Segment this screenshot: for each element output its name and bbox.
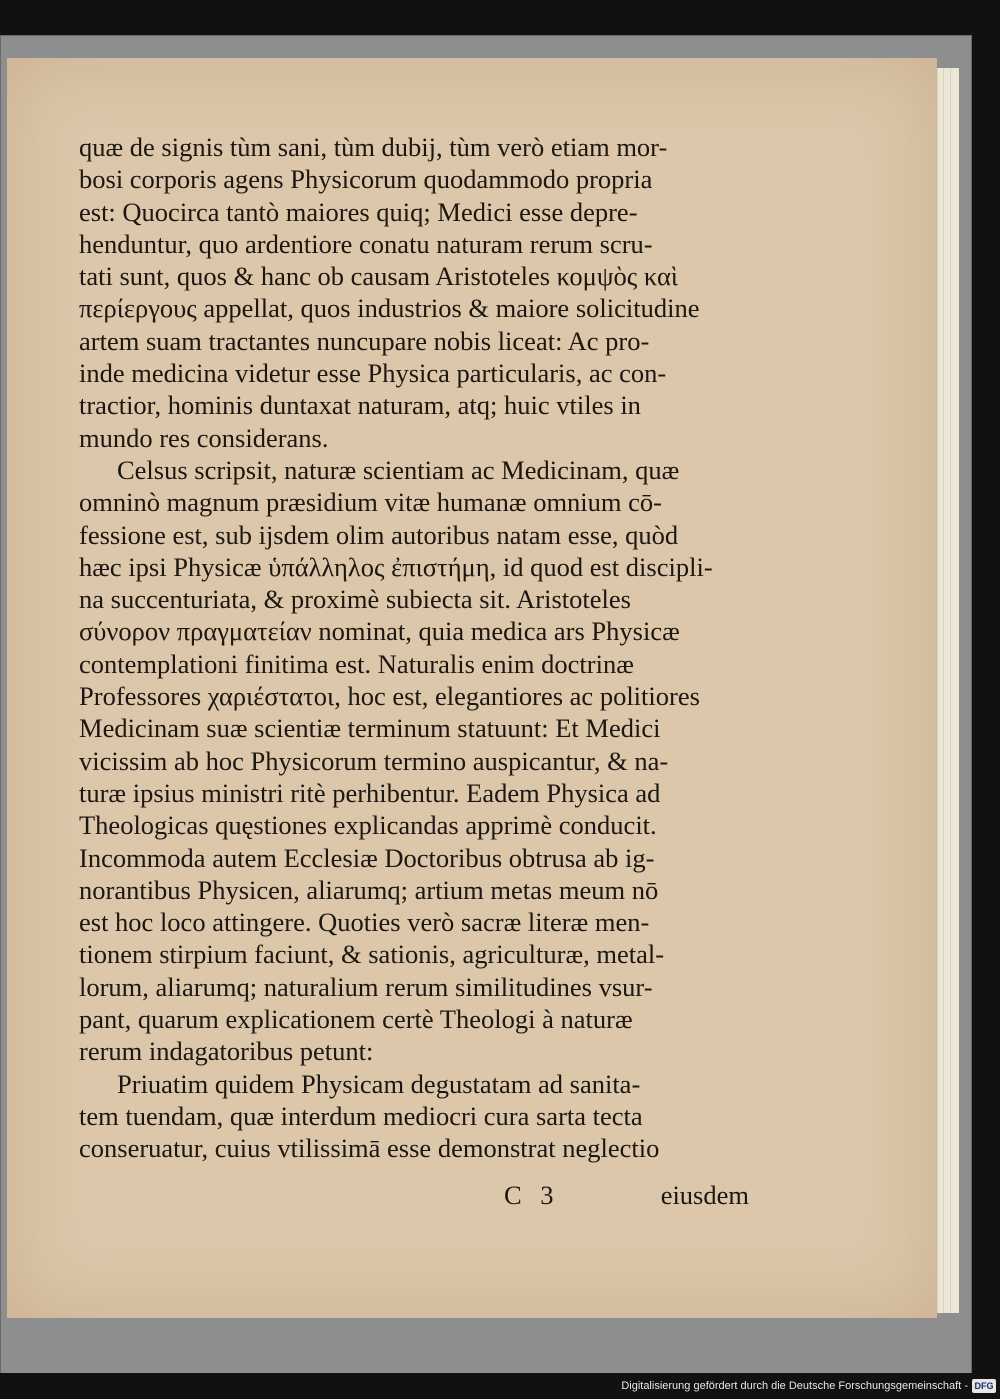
text-line: Priuatim quidem Physicam degustatam ad sanita- — [117, 1068, 641, 1099]
text-line: pant, quarum explicationem certè Theologi à naturæ — [79, 1004, 633, 1035]
page-edge-line — [937, 68, 938, 1313]
page-edge-line — [943, 68, 944, 1313]
text-line: contemplationi finitima est. Naturalis enim doctrinæ — [79, 648, 634, 679]
text-line: σύνορον πραγματείαν nominat, quia medica ars Physicæ — [79, 616, 680, 647]
text-line: conseruatur, cuius vtilissimā esse demonstrat neglectio — [79, 1133, 660, 1164]
text-line: fessione est, sub ijsdem olim autoribus natam esse, quòd — [79, 519, 679, 550]
text-line: Celsus scripsit, naturæ scientiam ac Medicinam, quæ — [117, 454, 680, 485]
text-line: vicissim ab hoc Physicorum termino auspicantur, & na- — [79, 745, 669, 776]
text-line: tionem stirpium faciunt, & sationis, agriculturæ, metal- — [79, 939, 665, 970]
text-line: omninò magnum præsidium vitæ humanæ omnium cō- — [79, 487, 662, 518]
page-text — [79, 131, 749, 1165]
funding-credit: Digitalisierung gefördert durch die Deutsche Forschungsgemeinschaft - — [621, 1380, 968, 1392]
page-edge-line — [950, 68, 951, 1313]
text-line: est hoc loco attingere. Quoties verò sacræ literæ men- — [79, 907, 650, 938]
text-line: quæ de signis tùm sani, tùm dubij, tùm verò etiam mor- — [79, 132, 668, 162]
dfg-logo: DFG — [972, 1379, 996, 1393]
book-page — [7, 58, 937, 1318]
catchword: eiusdem — [660, 1180, 749, 1210]
text-line: artem suam tractantes nuncupare nobis liceat: Ac pro- — [79, 325, 650, 356]
text-line: bosi corporis agens Physicorum quodammodo propria — [79, 164, 653, 195]
text-line: rerum indagatoribus petunt: — [79, 1036, 374, 1067]
text-line: mundo res considerans. — [79, 422, 329, 453]
text-line: inde medicina videtur esse Physica particularis, ac con- — [79, 358, 667, 389]
text-line: Incommoda autem Ecclesiæ Doctoribus obtrusa ab ig- — [79, 842, 655, 873]
page-foot — [79, 1180, 749, 1212]
text-line: hæc ipsi Physicæ ὑπάλληλος ἐπιστήμη, id quod est discipli- — [79, 551, 713, 582]
text-line: Medicinam suæ scientiæ terminum statuunt: Et Medici — [79, 713, 661, 744]
signature-mark: C 3 — [504, 1180, 560, 1210]
text-line: tem tuendam, quæ interdum mediocri cura sarta tecta — [79, 1100, 643, 1131]
text-line: est: Quocirca tantò maiores quiq; Medici esse depre- — [79, 196, 638, 227]
text-line: tati sunt, quos & hanc ob causam Aristoteles κομψὸς καὶ — [79, 261, 678, 292]
footer-bar — [0, 1373, 1000, 1399]
text-line: na succenturiata, & proximè subiecta sit. Aristoteles — [79, 584, 631, 615]
text-line: Theologicas quęstiones explicandas apprimè conducit. — [79, 810, 657, 841]
text-line: norantibus Physicen, aliarumq; artium metas meum nō — [79, 874, 659, 905]
text-line: turæ ipsius ministri ritè perhibentur. Eadem Physica ad — [79, 777, 661, 808]
text-line: lorum, aliarumq; naturalium rerum similitudines vsur- — [79, 971, 653, 1002]
text-line: περίεργους appellat, quos industrios & maiore solicitudine — [79, 293, 700, 324]
text-line: henduntur, quo ardentiore conatu naturam rerum scru- — [79, 228, 653, 259]
text-line: Professores χαριέστατοι, hoc est, elegantiores ac politiores — [79, 681, 700, 712]
text-line: tractior, hominis duntaxat naturam, atq; huic vtiles in — [79, 390, 641, 421]
